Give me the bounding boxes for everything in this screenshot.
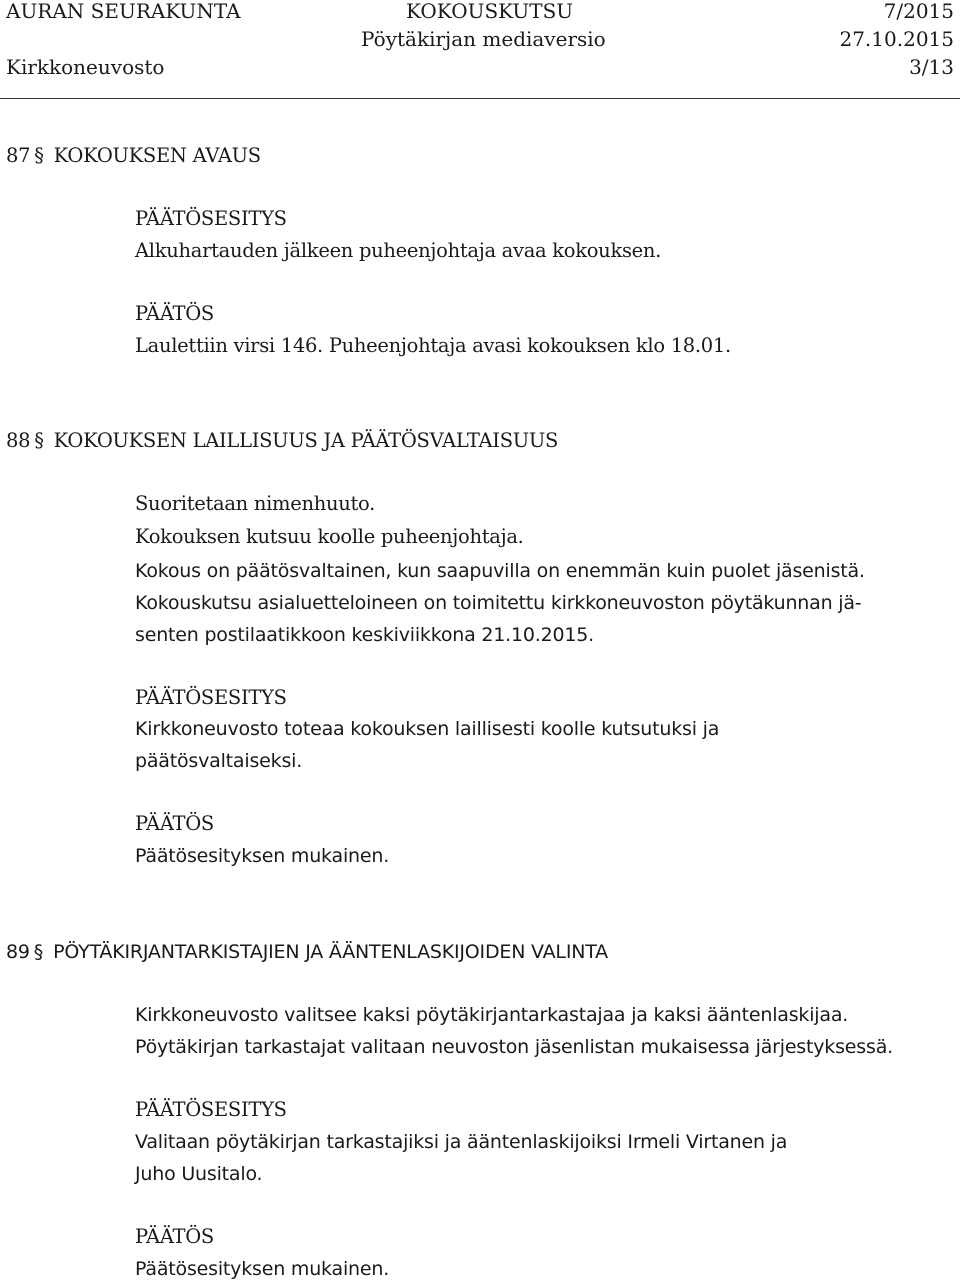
intro-text: senten postilaatikkoon keskiviikkona 21.10.2015. xyxy=(135,624,595,646)
proposal-text: Kirkkoneuvosto toteaa kokouksen laillisesti koolle kutsutuksi ja xyxy=(135,718,720,740)
intro-text: Kokouskutsu asialuetteloineen on toimitettu kirkkoneuvoston pöytäkunnan jä- xyxy=(135,592,862,614)
intro-text: Suoritetaan nimenhuuto. xyxy=(135,492,376,515)
header-number: 7/2015 xyxy=(883,0,954,23)
proposal-label: PÄÄTÖSESITYS xyxy=(135,686,287,709)
section-heading-89 xyxy=(6,937,608,967)
decision-label: PÄÄTÖS xyxy=(135,812,214,835)
proposal-text: Valitaan pöytäkirjan tarkastajiksi ja ääntenlaskijoiksi Irmeli Virtanen ja xyxy=(135,1131,788,1153)
section-heading-87 xyxy=(6,141,261,171)
decision-text: Päätösesityksen mukainen. xyxy=(135,845,390,867)
intro-text: Kokous on päätösvaltainen, kun saapuvilla on enemmän kuin puolet jäsenistä. xyxy=(135,560,865,582)
header-version: Pöytäkirjan mediaversio xyxy=(361,27,606,51)
header-page: 3/13 xyxy=(909,55,954,79)
page-header xyxy=(6,0,954,86)
section-number: 89 xyxy=(6,941,30,963)
section-title: KOKOUKSEN AVAUS xyxy=(53,144,261,167)
header-body: Kirkkoneuvosto xyxy=(6,55,165,79)
header-row-3 xyxy=(6,53,954,81)
decision-label: PÄÄTÖS xyxy=(135,1225,214,1248)
header-doc-type: KOKOUSKUTSU xyxy=(406,0,574,23)
decision-text: Päätösesityksen mukainen. xyxy=(135,1258,390,1280)
decision-label: PÄÄTÖS xyxy=(135,302,214,325)
section-symbol: § xyxy=(34,144,44,167)
header-date: 27.10.2015 xyxy=(839,27,954,51)
header-rule xyxy=(0,98,960,99)
proposal-text: päätösvaltaiseksi. xyxy=(135,750,303,772)
intro-text: Pöytäkirjan tarkastajat valitaan neuvoston jäsenlistan mukaisessa järjestyksessä. xyxy=(135,1036,893,1058)
proposal-label: PÄÄTÖSESITYS xyxy=(135,207,287,230)
section-number: 88 xyxy=(6,429,31,452)
section-title: KOKOUKSEN LAILLISUUS JA PÄÄTÖSVALTAISUUS xyxy=(53,429,559,452)
proposal-label: PÄÄTÖSESITYS xyxy=(135,1098,287,1121)
header-parish: AURAN SEURAKUNTA xyxy=(6,0,241,23)
proposal-text: Alkuhartauden jälkeen puheenjohtaja avaa kokouksen. xyxy=(135,239,662,262)
section-symbol: § xyxy=(33,941,44,963)
intro-text: Kirkkoneuvosto valitsee kaksi pöytäkirjantarkastajaa ja kaksi ääntenlaskijaa. xyxy=(135,1004,849,1026)
proposal-text: Juho Uusitalo. xyxy=(135,1163,263,1185)
section-title: PÖYTÄKIRJANTARKISTAJIEN JA ÄÄNTENLASKIJOIDEN VALINTA xyxy=(53,941,608,963)
section-number: 87 xyxy=(6,144,31,167)
header-row-2 xyxy=(6,25,954,53)
section-heading-88 xyxy=(6,426,558,456)
decision-text: Laulettiin virsi 146. Puheenjohtaja avasi kokouksen klo 18.01. xyxy=(135,334,731,357)
intro-text: Kokouksen kutsuu koolle puheenjohtaja. xyxy=(135,525,524,548)
header-row-1 xyxy=(6,0,954,25)
section-symbol: § xyxy=(34,429,44,452)
